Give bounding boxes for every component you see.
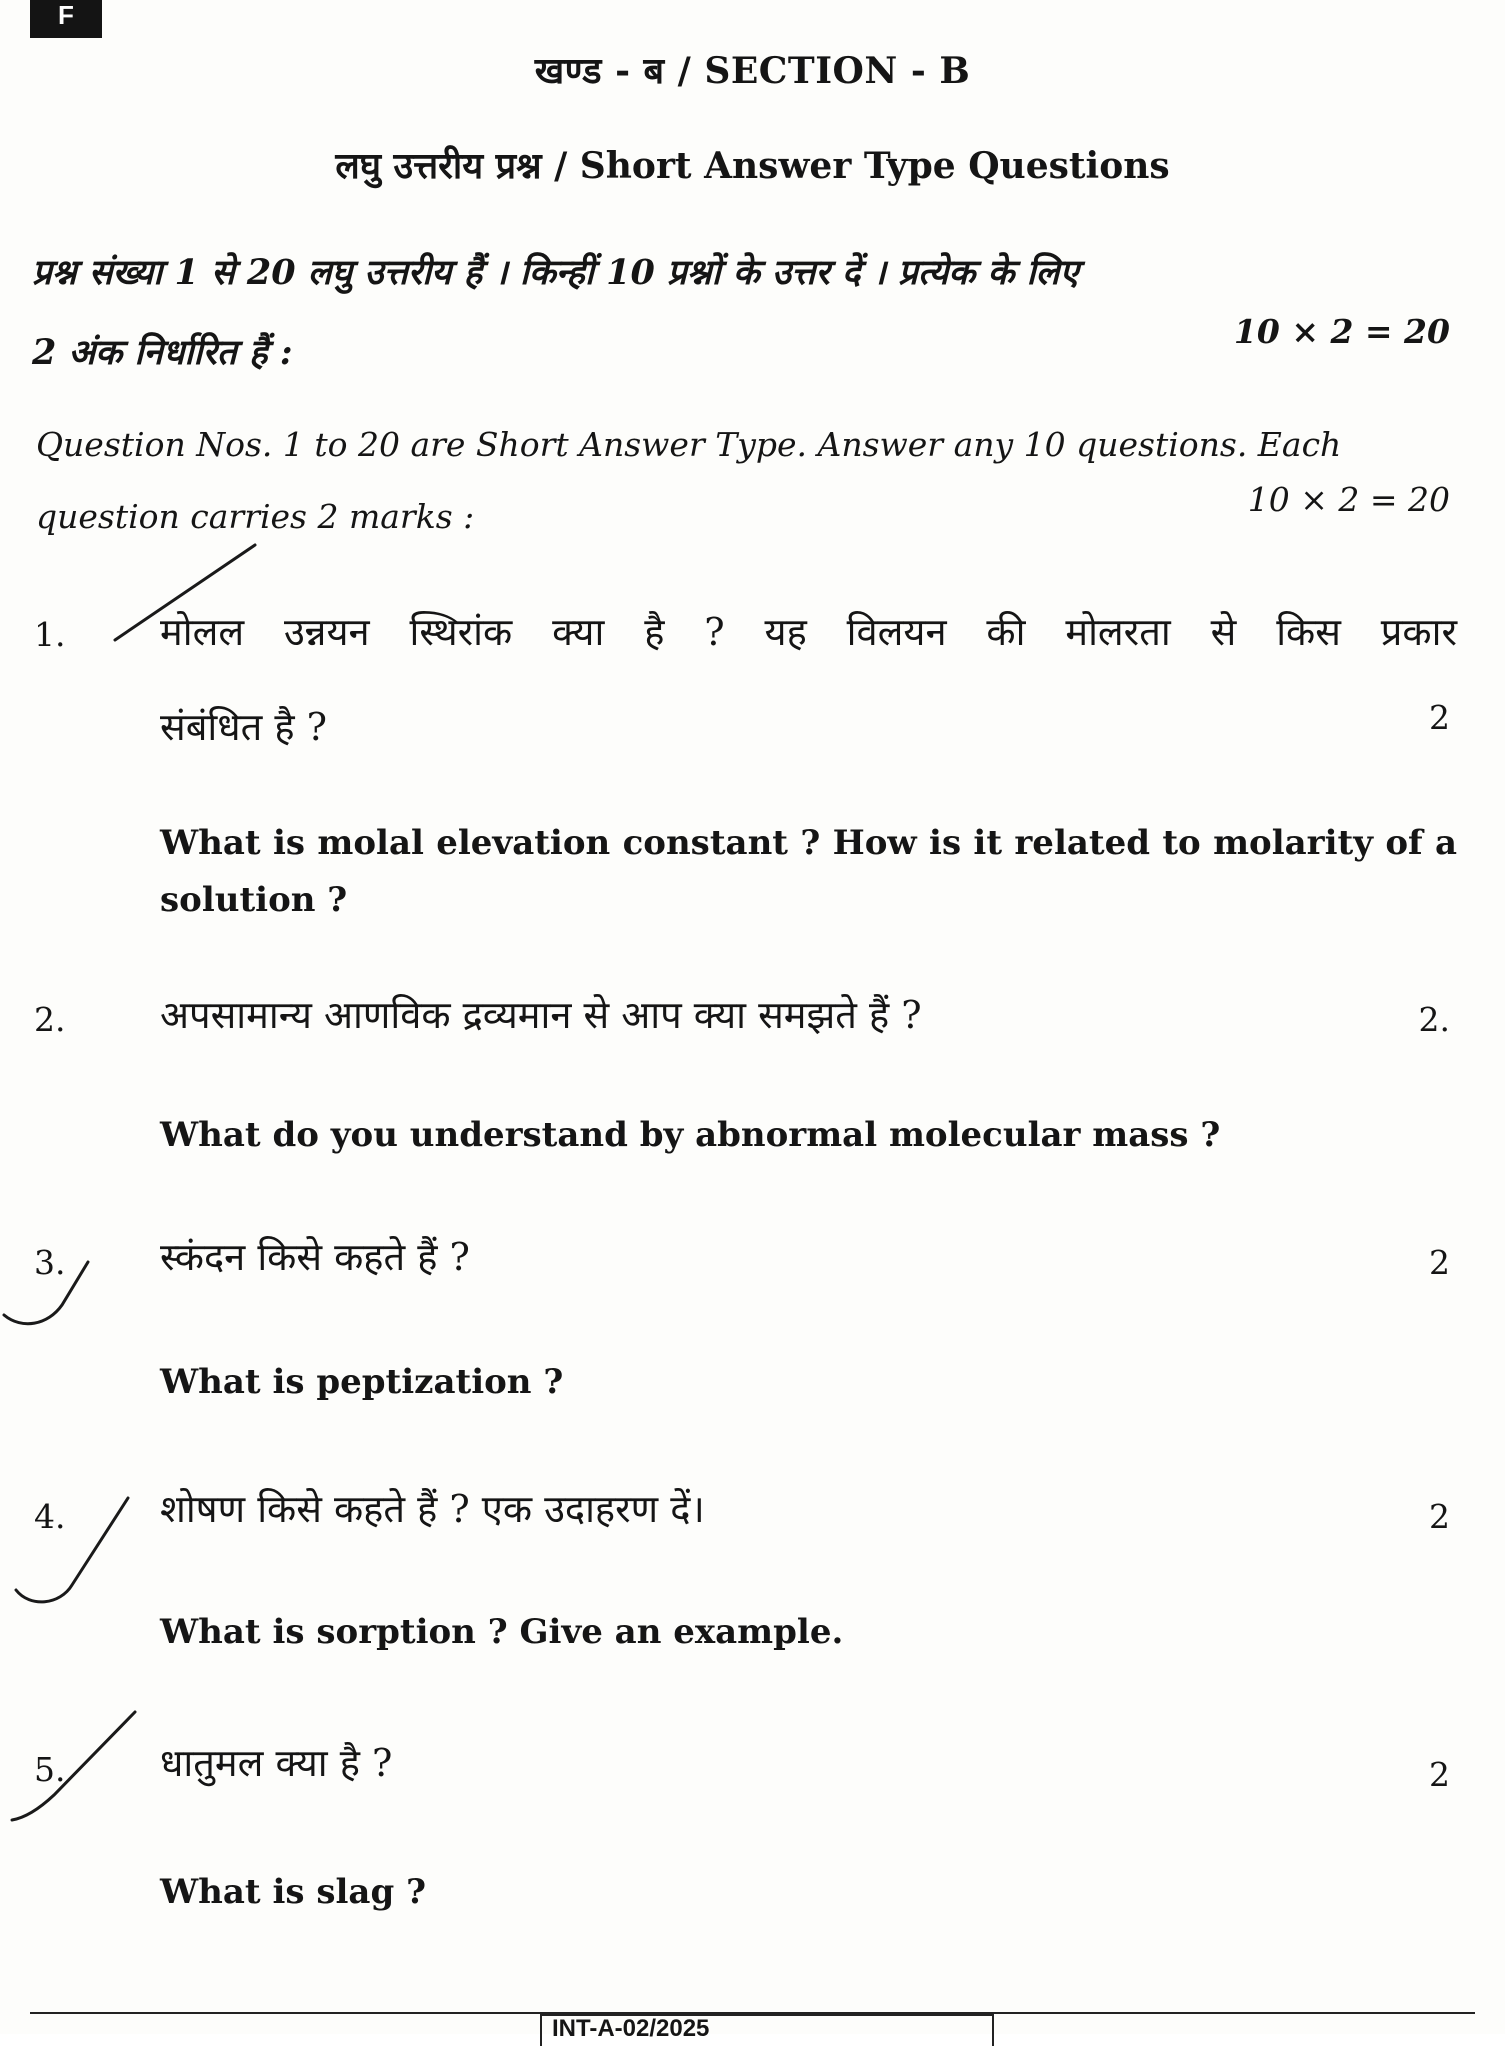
question-hindi: धातुमल क्या है ? bbox=[160, 1741, 393, 1785]
question-english-line2: solution ? bbox=[160, 880, 348, 920]
instructions-hindi-line1: प्रश्न संख्या 1 से 20 लघु उत्तरीय हैं । किन्हीं 10 प्रश्नों के उत्तर दें । प्रत्येक के लिए bbox=[32, 252, 1079, 293]
subsection-title: लघु उत्तरीय प्रश्न / Short Answer Type Questions bbox=[335, 145, 1170, 187]
question-marks: 2 bbox=[1429, 698, 1450, 737]
question-english-line1: What is molal elevation constant ? How is it related to molarity of a bbox=[160, 823, 1457, 863]
question-number: 2. bbox=[34, 1000, 66, 1039]
section-title: खण्ड - ब / SECTION - B bbox=[534, 50, 971, 92]
corner-mark: F bbox=[30, 0, 102, 38]
question-english: What do you understand by abnormal molecular mass ? bbox=[160, 1115, 1221, 1155]
question-marks: 2. bbox=[1418, 1000, 1450, 1039]
question-english: What is peptization ? bbox=[160, 1362, 564, 1402]
question-english: What is slag ? bbox=[160, 1872, 426, 1912]
question-hindi-line2: संबंधित है ? bbox=[160, 705, 327, 749]
question-number: 4. bbox=[34, 1497, 66, 1536]
question-marks: 2 bbox=[1429, 1755, 1450, 1794]
footer-code: INT-A-02/2025 bbox=[540, 2014, 994, 2046]
question-number: 3. bbox=[34, 1243, 66, 1282]
tick-mark-icon bbox=[16, 1498, 128, 1602]
question-hindi: अपसामान्य आणविक द्रव्यमान से आप क्या समझते हैं ? bbox=[160, 993, 922, 1037]
question-english: What is sorption ? Give an example. bbox=[160, 1612, 844, 1652]
question-hindi-line1: मोलल उन्नयन स्थिरांक क्या है ? यह विलयन की मोलरता से किस प्रकार bbox=[160, 610, 1457, 654]
question-number: 1. bbox=[34, 615, 66, 654]
question-marks: 2 bbox=[1429, 1243, 1450, 1282]
instructions-english-line1: Question Nos. 1 to 20 are Short Answer Type. Answer any 10 questions. Each bbox=[36, 425, 1342, 464]
question-number: 5. bbox=[34, 1750, 66, 1789]
question-hindi: शोषण किसे कहते हैं ? एक उदाहरण दें। bbox=[160, 1487, 705, 1531]
tick-mark-icon bbox=[12, 1712, 135, 1820]
instructions-english-line2: question carries 2 marks : bbox=[36, 497, 475, 536]
instructions-english-marks: 10 × 2 = 20 bbox=[1247, 480, 1450, 519]
instructions-hindi-marks: 10 × 2 = 20 bbox=[1233, 312, 1450, 351]
question-marks: 2 bbox=[1429, 1497, 1450, 1536]
question-hindi: स्कंदन किसे कहते हैं ? bbox=[160, 1235, 470, 1279]
instructions-hindi-line2: 2 अंक निर्धारित हैं : bbox=[32, 332, 293, 373]
